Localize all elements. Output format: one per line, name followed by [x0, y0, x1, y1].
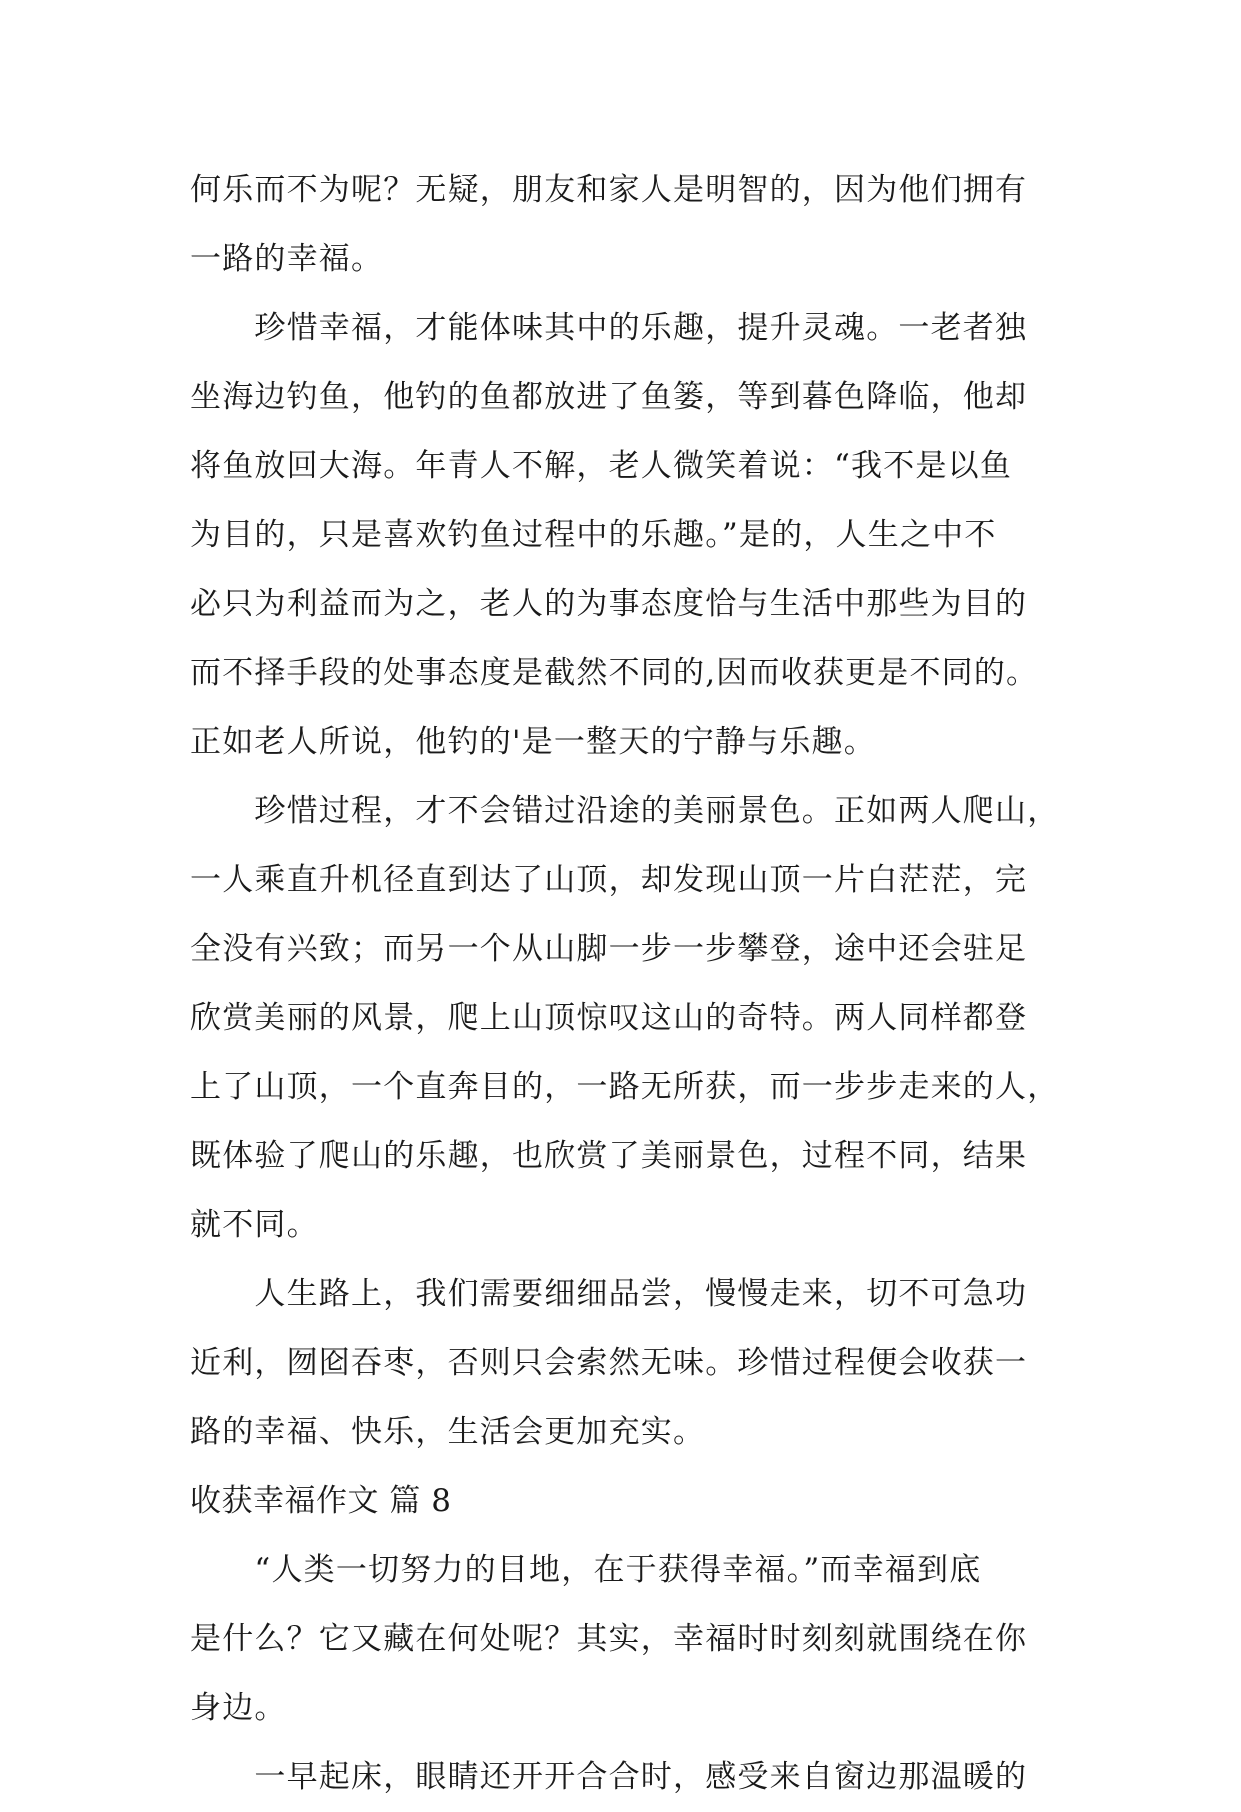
paragraph — [190, 777, 1060, 1260]
text-line: 一早起床，眼睛还开开合合时，感受来自窗边那温暖的 — [190, 1759, 1028, 1795]
text-line: 必只为利益而为之，老人的为事态度恰与生活中那些为目的 — [190, 586, 1028, 622]
paragraph — [190, 294, 1050, 777]
text-line: 坐海边钓鱼，他钓的鱼都放进了鱼篓，等到暮色降临，他却 — [190, 379, 1028, 415]
text-line: 珍惜过程，才不会错过沿途的美丽景色。正如两人爬山， — [190, 793, 1060, 829]
text-line: 人生路上，我们需要细细品尝，慢慢走来，切不可急功 — [190, 1276, 1028, 1312]
text-line: 全没有兴致；而另一个从山脚一步一步攀登，途中还会驻足 — [190, 931, 1028, 967]
paragraph — [190, 1260, 1050, 1467]
text-line: 近利，囫囵吞枣，否则只会索然无味。珍惜过程便会收获一 — [190, 1345, 1028, 1381]
text-line: 就不同。 — [190, 1207, 319, 1243]
text-line: 是什么？它又藏在何处呢？其实，幸福时时刻刻就围绕在你 — [190, 1621, 1028, 1657]
document-page — [190, 156, 1060, 1812]
text-line: 既体验了爬山的乐趣，也欣赏了美丽景色，过程不同，结果 — [190, 1138, 1028, 1174]
paragraph — [190, 156, 1050, 294]
text-line: 而不择手段的处事态度是截然不同的,因而收获更是不同的。 — [190, 655, 1039, 691]
text-line: 一路的幸福。 — [190, 241, 384, 277]
paragraph — [190, 1743, 1050, 1812]
text-line: 何乐而不为呢？无疑，朋友和家人是明智的，因为他们拥有 — [190, 172, 1028, 208]
text-line: 为目的，只是喜欢钓鱼过程中的乐趣。”是的，人生之中不 — [190, 517, 997, 553]
text-line: 上了山顶，一个直奔目的，一路无所获，而一步步走来的人， — [190, 1069, 1060, 1105]
text-line: “人类一切努力的目地，在于获得幸福。”而幸福到底 — [190, 1552, 982, 1588]
text-line: 欣赏美丽的风景，爬上山顶惊叹这山的奇特。两人同样都登 — [190, 1000, 1028, 1036]
text-line: 身边。 — [190, 1690, 287, 1726]
text-line: 一人乘直升机径直到达了山顶，却发现山顶一片白茫茫，完 — [190, 862, 1028, 898]
heading-text: 收获幸福作文 篇 8 — [190, 1483, 452, 1519]
paragraph — [190, 1536, 1050, 1743]
text-line: 珍惜幸福，才能体味其中的乐趣，提升灵魂。一老者独 — [190, 310, 1028, 346]
text-line: 路的幸福、快乐，生活会更加充实。 — [190, 1414, 706, 1450]
text-line: 将鱼放回大海。年青人不解，老人微笑着说：“我不是以鱼 — [190, 448, 1013, 484]
text-line: 正如老人所说，他钓的'是一整天的宁静与乐趣。 — [190, 724, 876, 760]
section-heading — [190, 1467, 1050, 1536]
